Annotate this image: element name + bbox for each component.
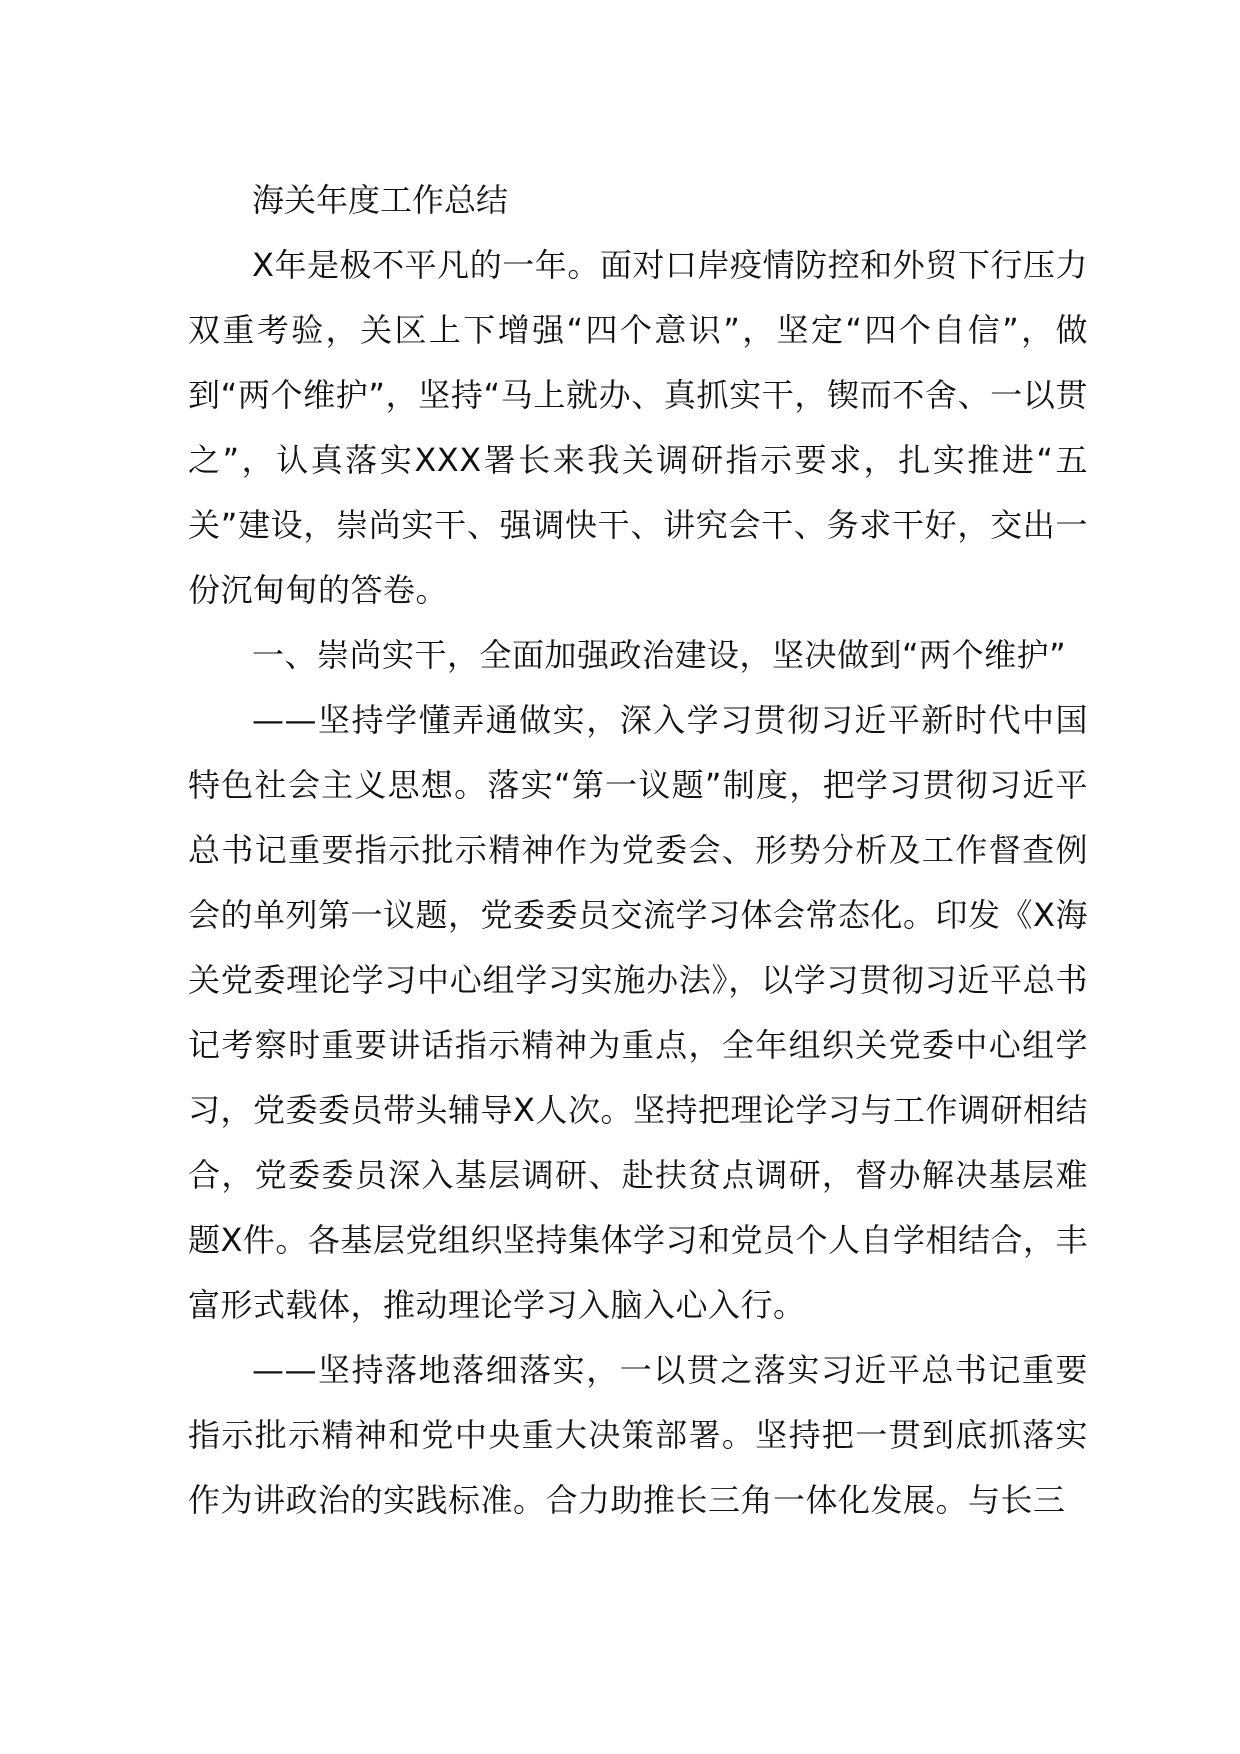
paragraph-study: ——坚持学懂弄通做实，深入学习贯彻习近平新时代中国特色社会主义思想。落实“第一议题”制度，把学习贯彻习近平总书记重要指示批示精神作为党委会、形势分析及工作督查例会的单列第一议题，党委委员交流学习体会常态化。印发《X海关党委理论学习中心组学习实施办法》，以学习贯彻习近平总书记考察时重要讲话指示精神为重点，全年组织关党委中心组学习，党委委员带头辅导X人次。坚持把理论学习与工作调研相结合，党委委员深入基层调研、赴扶贫点调研，督办解决基层难题X件。各基层党组织坚持集体学习和党员个人自学相结合，丰富形式载体，推动理论学习入脑入心入行。 xyxy=(188,701,1088,1324)
section-heading-1: 一、崇尚实干，全面加强政治建设，坚决做到“两个维护” xyxy=(252,636,1067,674)
document-body xyxy=(188,168,1088,1533)
paragraph-intro: X年是极不平凡的一年。面对口岸疫情防控和外贸下行压力双重考验，关区上下增强“四个意识”，坚定“四个自信”，做到“两个维护”，坚持“马上就办、真抓实干，锲而不舍、一以贯之”，认真落实XXX署长来我关调研指示要求，扎实推进“五关”建设，崇尚实干、强调快干、讲究会干、务求干好，交出一份沉甸甸的答卷。 xyxy=(188,246,1088,609)
paragraph-implementation: ——坚持落地落细落实，一以贯之落实习近平总书记重要指示批示精神和党中央重大决策部署。坚持把一贯到底抓落实作为讲政治的实践标准。合力助推长三角一体化发展。与长三 xyxy=(188,1351,1088,1519)
document-title: 海关年度工作总结 xyxy=(252,181,509,219)
